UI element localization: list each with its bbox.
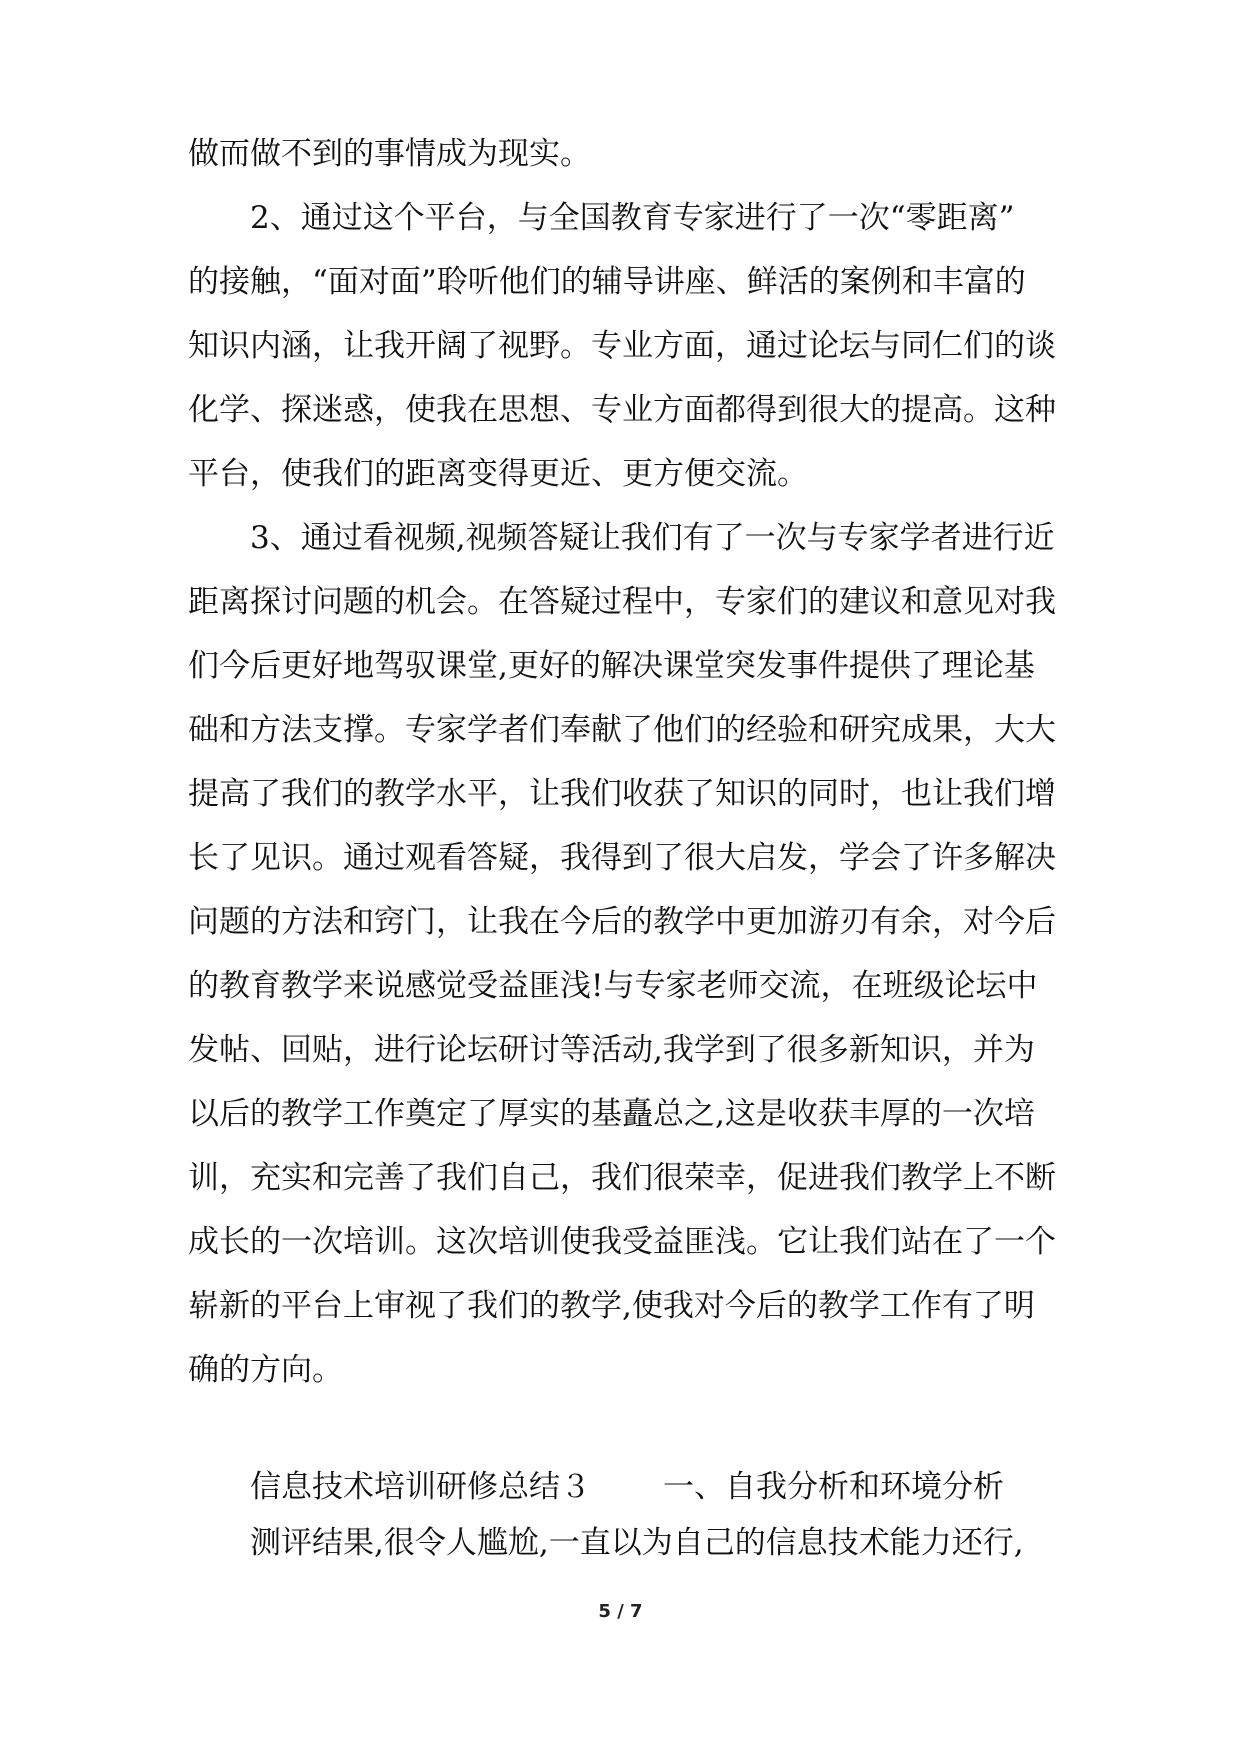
text-line: 平台，使我们的距离变得更近、更方便交流。 [188, 456, 808, 492]
body-text [188, 122, 1056, 1402]
text-line: 训，充实和完善了我们自己，我们很荣幸，促进我们教学上不断 [188, 1160, 1056, 1196]
text-line: 知识内涵，让我开阔了视野。专业方面，通过论坛与同仁们的谈 [188, 328, 1056, 364]
text-line: 以后的教学工作奠定了厚实的基矗总之,这是收获丰厚的一次培 [188, 1096, 1035, 1132]
text-line: 的教育教学来说感觉受益匪浅!与专家老师交流，在班级论坛中 [188, 968, 1038, 1004]
text-line: 的接触，“面对面”聆听他们的辅导讲座、鲜活的案例和丰富的 [188, 264, 1026, 300]
section-heading: 一、自我分析和环境分析 [663, 1469, 1004, 1505]
text-line: 测评结果,很令人尴尬,一直以为自己的信息技术能力还行, [250, 1525, 1024, 1561]
text-line: 崭新的平台上审视了我们的教学,使我对今后的教学工作有了明 [188, 1288, 1035, 1324]
text-line: 长了见识。通过观看答疑，我得到了很大启发，学会了许多解决 [188, 840, 1056, 876]
text-line: 问题的方法和窍门，让我在今后的教学中更加游刃有余，对今后 [188, 904, 1056, 940]
text-line: 们今后更好地驾驭课堂,更好的解决课堂突发事件提供了理论基 [188, 648, 1035, 684]
text-line: 成长的一次培训。这次培训使我受益匪浅。它让我们站在了一个 [188, 1224, 1056, 1260]
text-line: 提高了我们的教学水平，让我们收获了知识的同时，也让我们增 [188, 776, 1056, 812]
section-title: 信息技术培训研修总结３ [250, 1469, 591, 1505]
text-line: 础和方法支撑。专家学者们奉献了他们的经验和研究成果，大大 [188, 712, 1056, 748]
page-number: 5 / 7 [598, 1601, 643, 1622]
text-line: 化学、探迷惑，使我在思想、专业方面都得到很大的提高。这种 [188, 392, 1056, 428]
text-line: 距离探讨问题的机会。在答疑过程中，专家们的建议和意见对我 [188, 584, 1056, 620]
text-line: 做而做不到的事情成为现实。 [188, 136, 591, 172]
section-title-line [250, 1461, 1004, 1506]
text-line: 发帖、回贴，进行论坛研讨等活动,我学到了很多新知识，并为 [188, 1032, 1035, 1068]
text-line: 确的方向。 [188, 1352, 343, 1388]
text-line: 3、通过看视频,视频答疑让我们有了一次与专家学者进行近 [250, 520, 1055, 556]
body-text-continued [188, 1511, 1053, 1575]
text-line: 2、通过这个平台，与全国教育专家进行了一次“零距离” [250, 200, 1015, 236]
